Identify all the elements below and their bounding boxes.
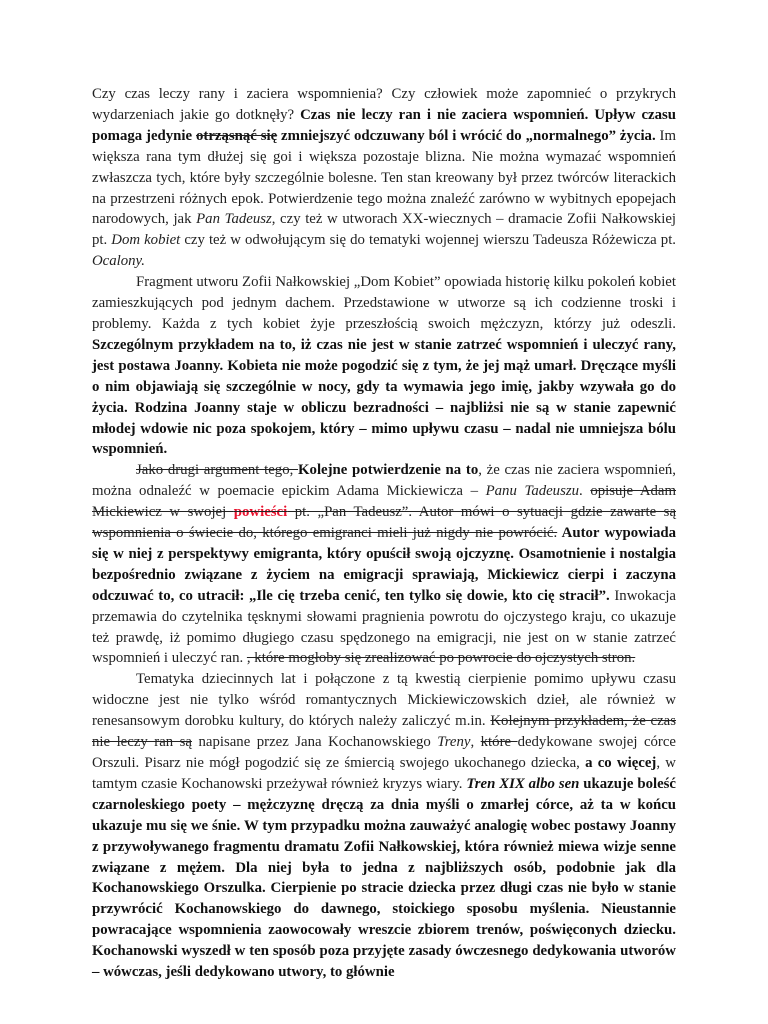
text-run: Ocalony.: [92, 253, 146, 270]
text-run: pt. „Pan Tadeusz”. Autor mówi o sytuacji gdzie zawarte są wspomnienia o świecie do, którego emigranci mieli już nigdy nie powrócić.: [92, 504, 677, 542]
text-run: Czy czas leczy rany i zaciera wspomnienia? Czy człowiek może zapomnieć o przykrych wydarzeniach jakie go dotknęły?: [92, 86, 676, 123]
text-run: Treny: [437, 734, 471, 751]
text-run: ukazuje boleść czarnoleskiego poety – mężczyznę dręczą za dnia myśli o zmarłej córce, aż ta w końcu ukazuje mu się we śnie. W tym przypadku można zauważyć analogię wobec postawy Joanny z przywoływanego fragmentu dramatu Zofii Nałkowskiej, która również miewa wizje senne związane z mężem. Dla niej była to jedna z najbliższych osób, podobnie jak dla Kochanowskiego Orszulka. Cierpienie po stracie dziecka przez długi czas nie było w stanie przywrócić Kochanowskiego do dawnego, stoickiego sposobu myślenia. Nieustannie powracające wspomnienia zaowocowały wreszcie zbiorem trenów, poświęconych dziecku. Kochanowski wyszedł w ten sposób poza przyjęte zasady ówczesnego dedykowania utworów – wówczas, jeśli dedykowano utwory, to głównie: [92, 775, 676, 981]
text-run: Autor wypowiada się w niej z perspektywy emigranta, który opuścił swoją ojczyznę. Osamotnienie i nostalgia bezpośrednio związane z życiem na emigracji sprawiają, Mickiewicz cierpi i zaczyna odczuwać to, co utracił: „Ile cię trzeba cenić, ten tylko się dowie, kto cię stracił”.: [92, 525, 676, 604]
text-run: , które mogłoby się zrealizować po powrocie do ojczystych stron.: [246, 650, 636, 667]
text-run: czy też w odwołującym się do tematyki wojennej wierszu Tadeusza Różewicza pt.: [180, 232, 676, 249]
text-run: Inwokacja przemawia do czytelnika tęsknymi słowami pragnienia powrotu do ojczystego kraju, co ukazuje też prawdę, iż pomimo długiego czasu spędzonego na emigracji, nie jest on w stanie zatrzeć wspomnień i uleczyć ran.: [92, 587, 676, 667]
text-run: opisuje Adam Mickiewicz w swojej: [92, 483, 677, 521]
text-run: , że czas nie zaciera wspomnień, można odnaleźć w poemacie epickim Adama Mickiewicza –: [92, 462, 676, 500]
text-run: Dom kobiet: [111, 232, 181, 249]
text-run: Pan Tadeusz: [196, 211, 272, 228]
text-run: otrząsnąć się: [196, 127, 278, 144]
text-run: Jako drugi argument tego,: [136, 462, 299, 479]
text-run: Im większa rana tym dłużej się goi i większa pozostaje blizna. Nie można wymazać wspomnień zwłaszcza tych, które były szczególnie bolesne. Ten stan kreowany był przez twórców literackich na przestrzeni różnych epok. Potwierdzenie tego można znaleźć zarówno w wybitnych epopejach narodowych, jak: [92, 127, 676, 228]
text-run: Czas nie leczy ran i nie zaciera wspomnień. Upływ czasu pomaga jedynie: [92, 106, 676, 144]
text-run: Panu Tadeuszu: [485, 483, 579, 500]
text-run: powieści: [233, 504, 288, 521]
text-run: a co więcej: [585, 755, 657, 771]
text-run: , czy też w utworach XX-wiecznych – dramacie Zofii Nałkowskiej pt.: [92, 211, 676, 249]
text-run: napisane przez Jana Kochanowskiego: [192, 734, 438, 751]
text-run: .: [579, 483, 591, 500]
paragraph-kochanowski: [92, 669, 676, 983]
text-run: Tematyka dziecinnych lat i połączone z tą kwestią cierpienie pomimo upływu czasu widoczne jest nie tylko wśród romantycznych Mickiewiczowskich dzieł, ale również w renesansowym dorobku kultury, do których należy zaliczyć m.in.: [92, 671, 676, 730]
text-run: ,: [470, 734, 481, 751]
paragraph-nalkowska: [92, 272, 676, 460]
text-run: Fragment utworu Zofii Nałkowskiej „Dom Kobiet” opowiada historię kilku pokoleń kobiet zamieszkujących pod jednym dachem. Przedstawione w utworze są ich codzienne troski i problemy. Każda z tych kobiet żyje przeszłością swoich mężczyzn, którzy już odeszli.: [92, 274, 676, 332]
text-run: Szczególnym przykładem na to, iż czas nie jest w stanie zatrzeć wspomnień i uleczyć rany, jest postawa Joanny. Kobieta nie może pogodzić się z tym, że jej mąż umarł. Dręczące myśli o nim objawiają się szczególnie w nocy, gdy ta wymawia jego imię, jakby wzywała go do życia. Rodzina Joanny staje w obliczu bezradności – najbliżsi nie są w stanie zapewnić młodej wdowie nic poza spokojem, który – mimo upływu czasu – nadal nie umniejsza bólu wspomnień.: [92, 336, 676, 458]
text-run: dedykowane swojej córce Orszuli. Pisarz nie mógł pogodzić się ze śmiercią swojego ukochanego dziecka,: [92, 734, 676, 771]
document-body: [92, 84, 676, 983]
text-run: które: [480, 734, 518, 751]
text-run: Kolejne potwierdzenie na to: [298, 462, 479, 479]
text-run: zmniejszyć odczuwany ból i wrócić do „normalnego” życia.: [277, 127, 656, 144]
paragraph-mickiewicz: [92, 460, 676, 669]
text-run: Tren XIX albo sen: [466, 775, 580, 792]
text-run: Kolejnym przykładem, że czas nie leczy ran są: [92, 713, 677, 751]
paragraph-intro: [92, 84, 676, 272]
text-run: , w tamtym czasie Kochanowski przeżywał również kryzys wiary.: [92, 755, 676, 792]
